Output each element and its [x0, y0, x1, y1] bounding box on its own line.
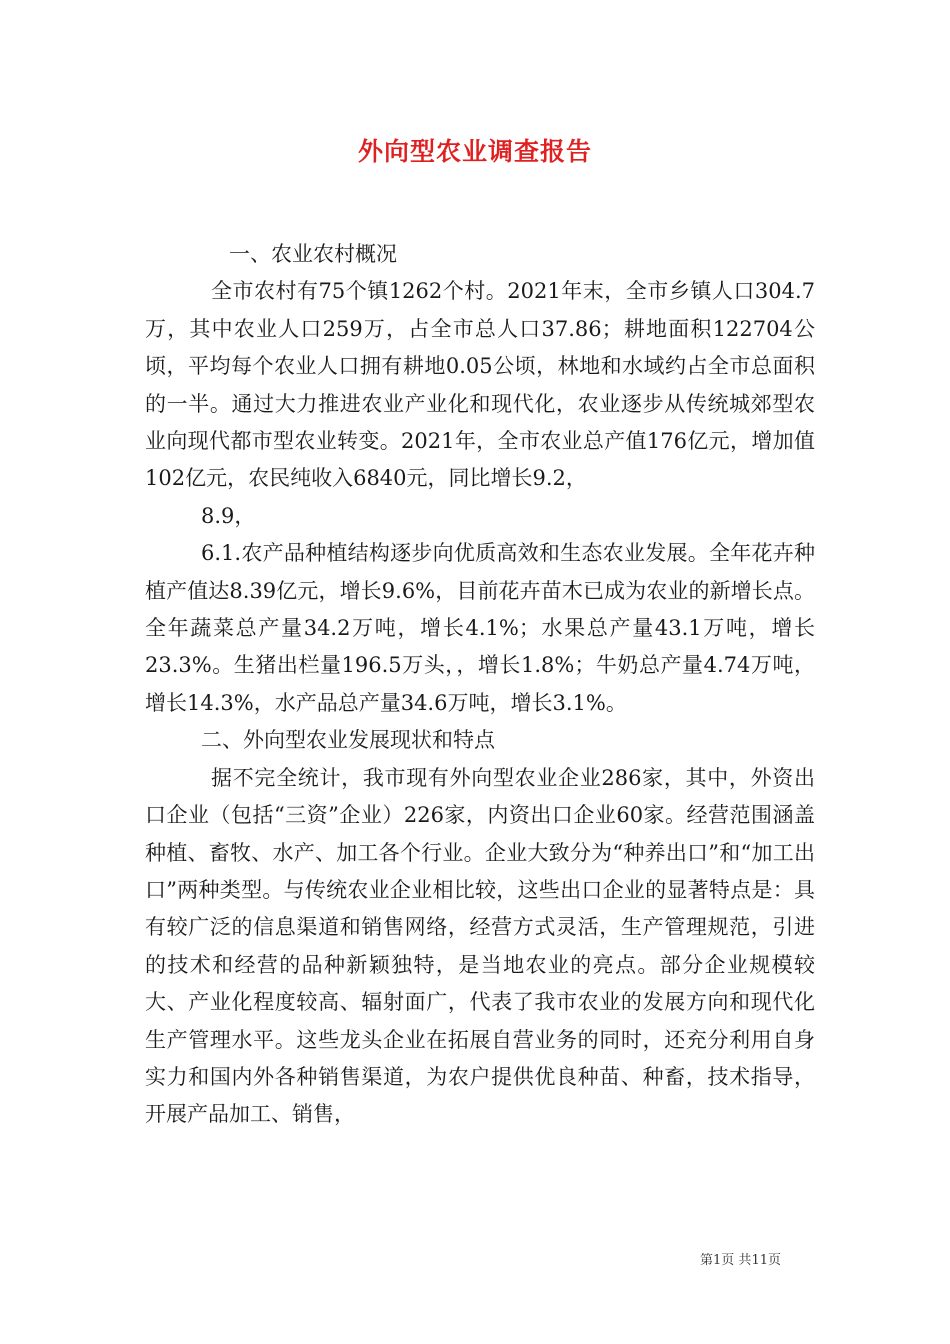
- section-heading: 一、农业农村概况: [229, 242, 397, 266]
- document-title: 外向型农业调查报告: [357, 137, 592, 166]
- footer-middle: 页 共: [721, 1253, 752, 1268]
- paragraph: 6.1.农产品种植结构逐步向优质高效和生态农业发展。全年花卉种植产值达8.39亿元，增长9.6%，目前花卉苗木已成为农业的新增长点。全年蔬菜总产量34.2万吨，增长4.1%；水果总产量43.1万吨，增长23.3%。生猪出栏量196.5万头，，增长1.8%；牛奶总产量4.74万吨，增长14.3%，水产品总产量34.6万吨，增长3.1%。: [145, 541, 815, 715]
- total-pages-number: 11: [751, 1253, 768, 1268]
- paragraph: 全市农村有75个镇1262个村。2021年末，全市乡镇人口304.7万，其中农业人口259万，占全市总人口37.86；耕地面积122704公顷，平均每个农业人口拥有耕地0.05公顷，林地和水域约占全市总面积的一半。通过大力推进农业产业化和现代化，农业逐步从传统城郊型农业向现代都市型农业转变。2021年，全市农业总产值176亿元，增加值102亿元，农民纯收入6840元，同比增长9.2，: [145, 279, 815, 491]
- document-body: [145, 236, 815, 1134]
- paragraph: 8.9，: [201, 503, 256, 528]
- paragraph: 据不完全统计，我市现有外向型农业企业286家，其中，外资出口企业（包括“三资”企业）226家，内资出口企业60家。经营范围涵盖种植、畜牧、水产、加工各个行业。企业大致分为“种养出口”和“加工出口”两种类型。与传统农业企业相比较，这些出口企业的显著特点是：具有较广泛的信息渠道和销售网络，经营方式灵活，生产管理规范，引进的技术和经营的品种新颖独特，是当地农业的亮点。部分企业规模较大、产业化程度较高、辐射面广，代表了我市农业的发展方向和现代化生产管理水平。这些龙头企业在拓展自营业务的同时，还充分利用自身实力和国内外各种销售渠道，为农户提供优良种苗、种畜，技术指导，开展产品加工、销售，: [145, 765, 815, 1127]
- current-page-number: 1: [713, 1253, 722, 1268]
- footer-suffix: 页: [767, 1253, 781, 1268]
- page-footer: [700, 1249, 830, 1268]
- section-heading: 二、外向型农业发展现状和特点: [201, 728, 495, 753]
- footer-prefix: 第: [700, 1253, 714, 1268]
